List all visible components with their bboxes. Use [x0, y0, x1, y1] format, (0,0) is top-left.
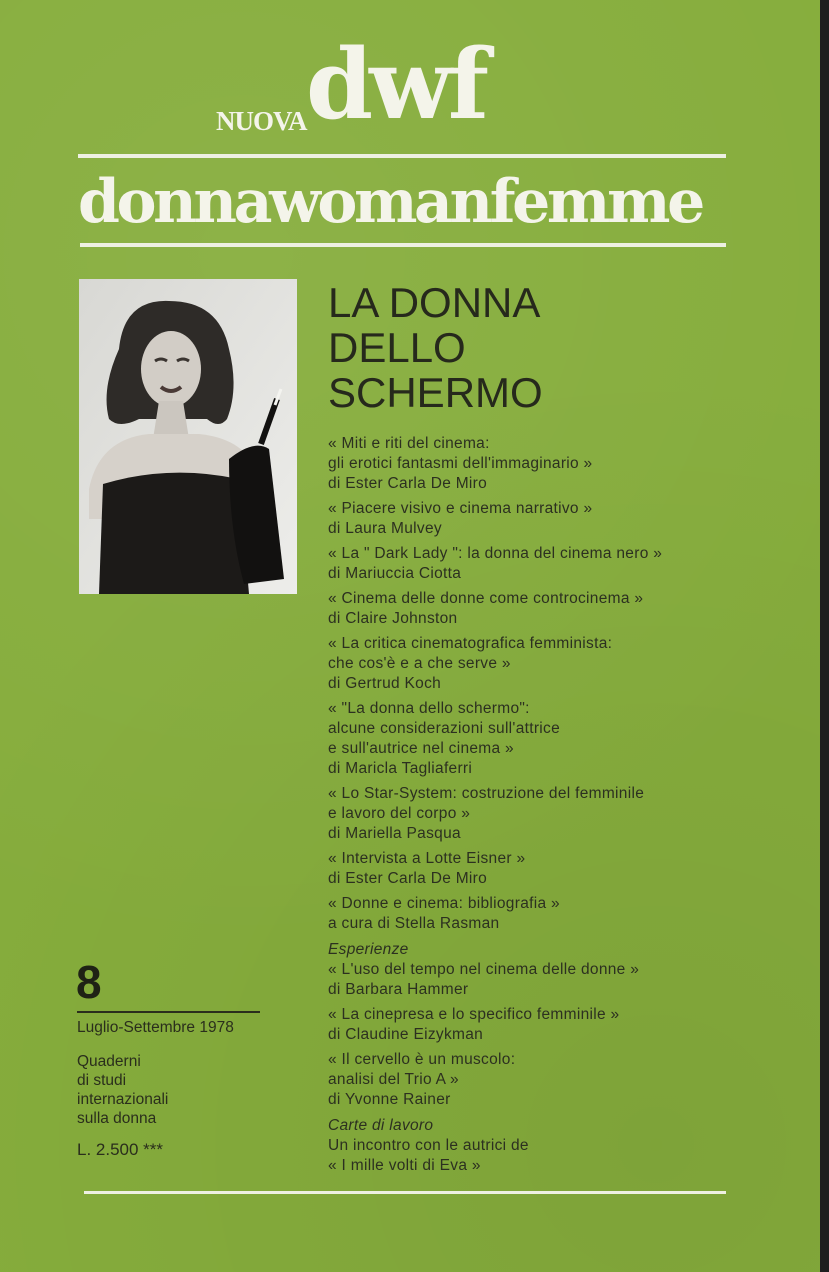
contents-entry [328, 1050, 748, 1110]
masthead-logo: dwf [306, 28, 486, 141]
contents-entry [328, 634, 748, 694]
issue-number: 8 [76, 956, 102, 1008]
brand-rule [80, 243, 726, 247]
masthead-prefix: NUOVA [216, 106, 307, 136]
entry-line: analisi del Trio A » [328, 1071, 459, 1088]
cover-photo [79, 279, 297, 594]
entry-line: Un incontro con le autrici de [328, 1137, 529, 1154]
masthead-brand: donnawomanfemme [78, 167, 702, 237]
entry-line: « "La donna dello schermo": [328, 700, 530, 717]
entry-line: e lavoro del corpo » [328, 805, 471, 822]
page-edge [820, 0, 829, 1272]
subtitle-line: internazionali [77, 1091, 169, 1108]
entry-author: di Claire Johnston [328, 610, 458, 627]
entry-author: di Gertrud Koch [328, 675, 442, 692]
issue-date: Luglio-Settembre 1978 [77, 1019, 234, 1036]
entry-author: di Yvonne Rainer [328, 1091, 451, 1108]
subtitle-line: Quaderni [77, 1053, 141, 1070]
contents-entry [328, 544, 748, 584]
section-label-esperienze: Esperienze [328, 941, 409, 958]
entry-line: che cos'è e a che serve » [328, 655, 511, 672]
entry-line: alcune considerazioni sull'attrice [328, 720, 560, 737]
entry-line: « L'uso del tempo nel cinema delle donne » [328, 961, 640, 978]
issue-rule [77, 1011, 260, 1013]
entry-author: di Mariella Pasqua [328, 825, 461, 842]
entry-author: di Barbara Hammer [328, 981, 469, 998]
contents-entry [328, 849, 748, 889]
entry-author: a cura di Stella Rasman [328, 915, 500, 932]
entry-author: di Ester Carla De Miro [328, 870, 488, 887]
entry-line: « La critica cinematografica femminista: [328, 635, 613, 652]
entry-line: gli erotici fantasmi dell'immaginario » [328, 455, 593, 472]
entry-line: « La " Dark Lady ": la donna del cinema nero » [328, 545, 663, 562]
top-rule [78, 154, 726, 158]
entry-author: di Ester Carla De Miro [328, 475, 488, 492]
entry-line: « Lo Star-System: costruzione del femminile [328, 785, 645, 802]
cover-title-line: DELLO [328, 324, 466, 371]
entry-author: di Laura Mulvey [328, 520, 442, 537]
portrait-illustration [79, 279, 297, 594]
entry-line: « Intervista a Lotte Eisner » [328, 850, 526, 867]
section-label-carte: Carte di lavoro [328, 1117, 434, 1134]
table-of-contents [328, 434, 748, 1181]
contents-entry [328, 1005, 748, 1045]
contents-entry [328, 960, 748, 1000]
contents-entry [328, 894, 748, 934]
entry-line: « Il cervello è un muscolo: [328, 1051, 516, 1068]
subtitle-line: sulla donna [77, 1110, 157, 1127]
entry-line: « Donne e cinema: bibliografia » [328, 895, 560, 912]
bottom-rule [84, 1191, 726, 1194]
contents-entry [328, 499, 748, 539]
entry-author: di Maricla Tagliaferri [328, 760, 473, 777]
cover-title-line: SCHERMO [328, 369, 543, 416]
contents-entry [328, 434, 748, 494]
entry-line: « Cinema delle donne come controcinema » [328, 590, 644, 607]
entry-line: « I mille volti di Eva » [328, 1157, 481, 1174]
entry-author: di Mariuccia Ciotta [328, 565, 462, 582]
entry-line: « Miti e riti del cinema: [328, 435, 490, 452]
subtitle-line: di studi [77, 1072, 127, 1089]
contents-entry [328, 699, 748, 779]
cover-title-line: LA DONNA [328, 279, 541, 326]
entry-line: « La cinepresa e lo specifico femminile » [328, 1006, 620, 1023]
entry-author: di Claudine Eizykman [328, 1026, 484, 1043]
entry-line: e sull'autrice nel cinema » [328, 740, 514, 757]
contents-entry [328, 784, 748, 844]
contents-entry [328, 1136, 748, 1176]
publication-subtitle [77, 1052, 168, 1128]
cover-title [328, 280, 543, 415]
entry-line: « Piacere visivo e cinema narrativo » [328, 500, 593, 517]
contents-entry [328, 589, 748, 629]
issue-price: L. 2.500 *** [77, 1140, 164, 1159]
